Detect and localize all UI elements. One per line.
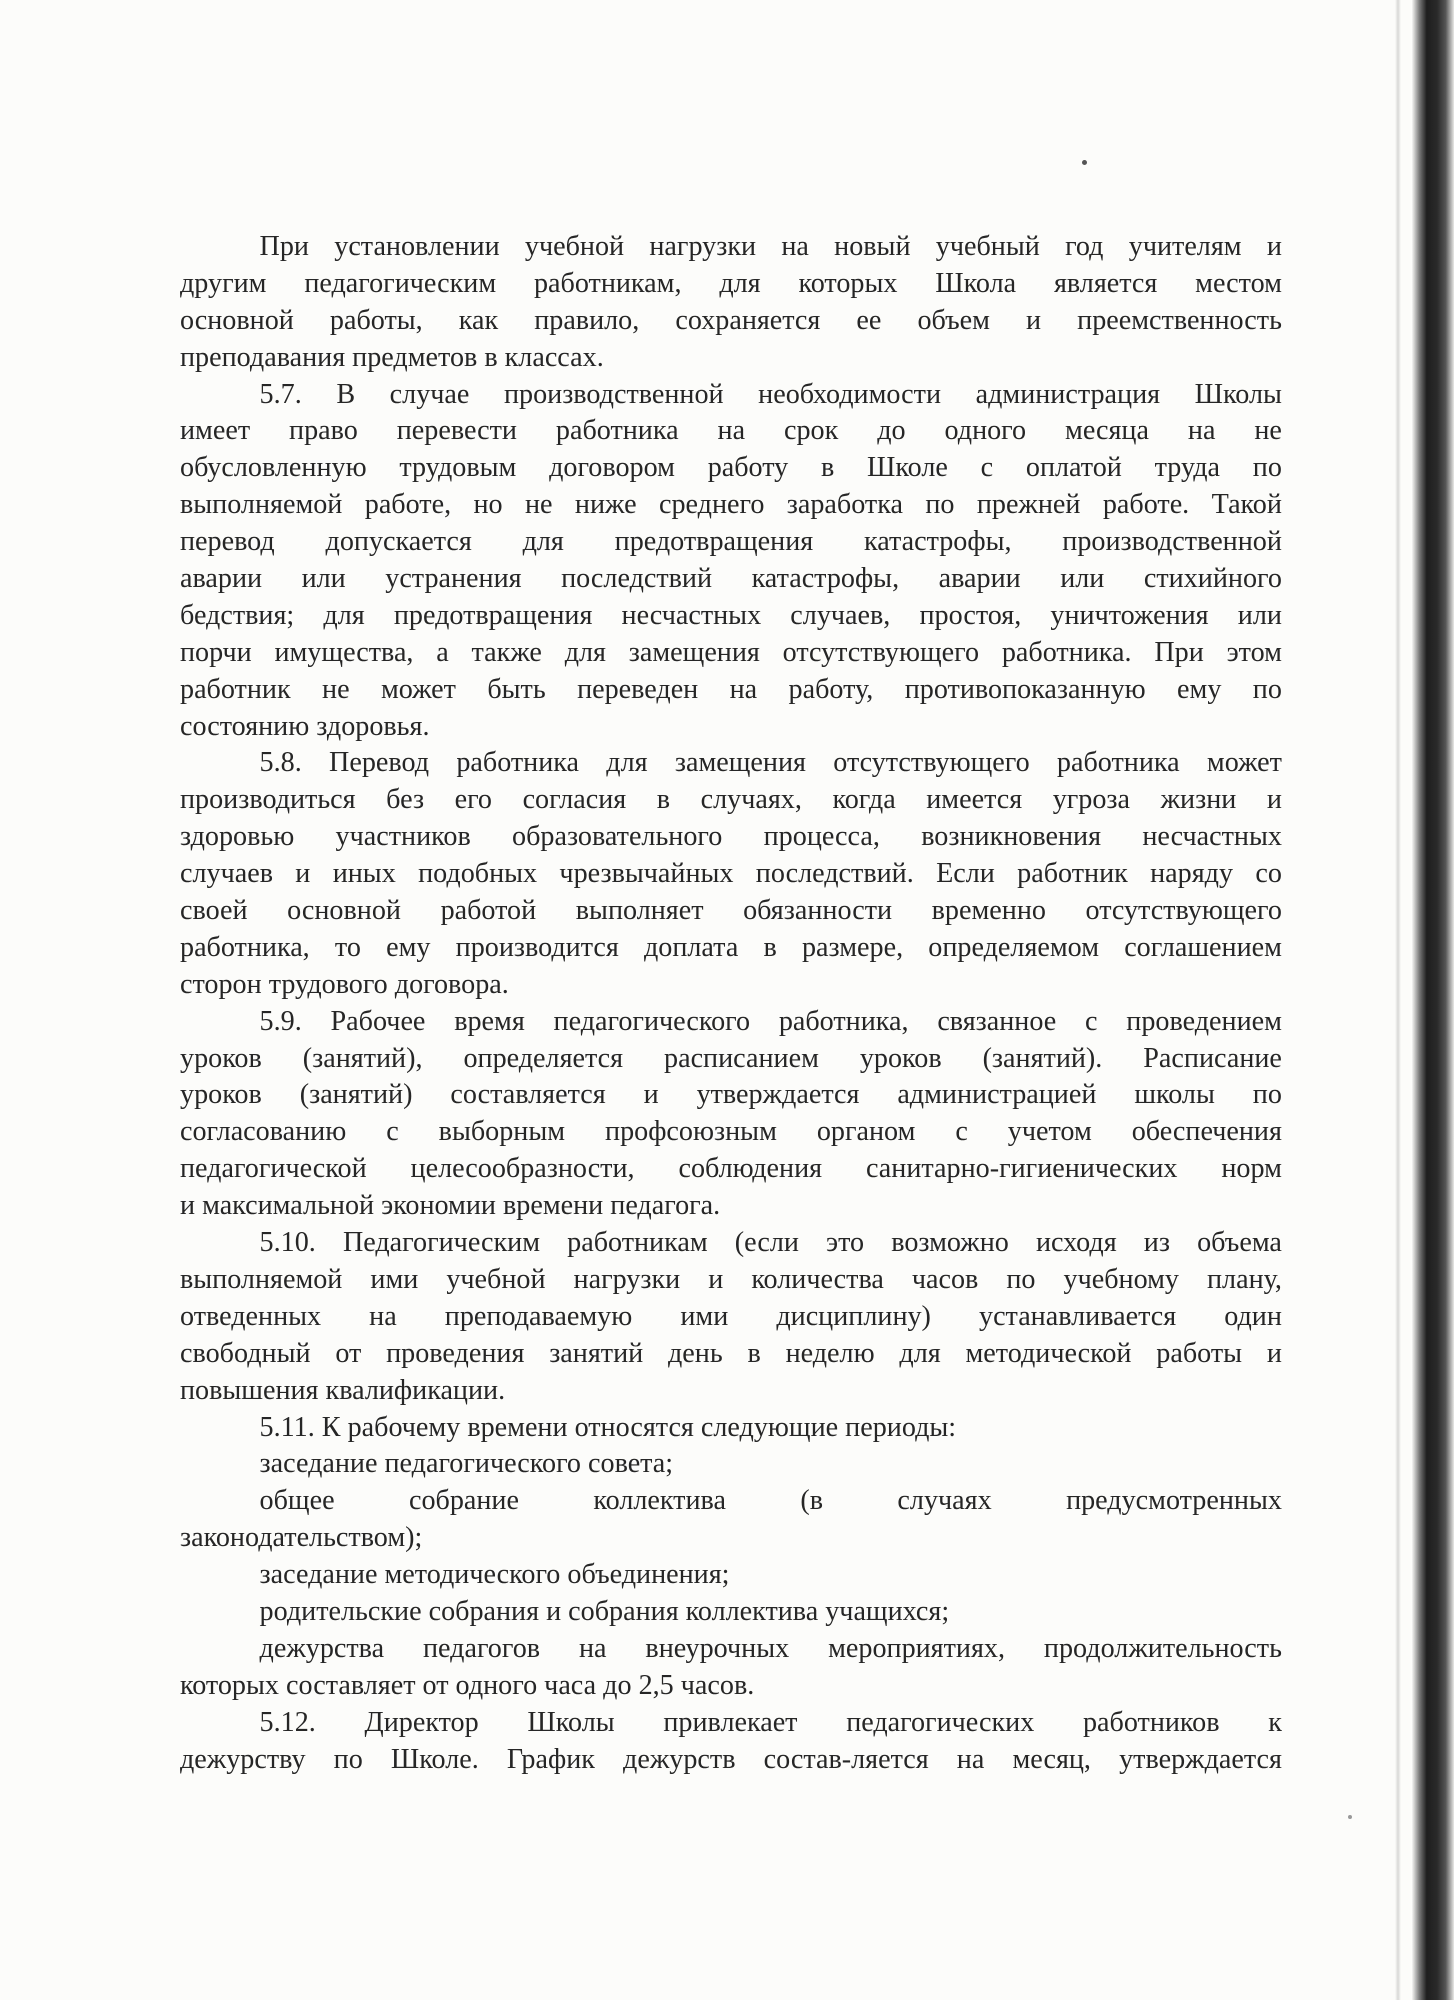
paragraph: [180, 1556, 1316, 1593]
text-line: заседание педагогического совета;: [259, 1447, 674, 1480]
text-line: согласованию с выборным профсоюзным органом с учетом обеспечения: [180, 1115, 1282, 1148]
text-line: 5.11. К рабочему времени относятся следующие периоды:: [259, 1410, 957, 1443]
text-line: родительские собрания и собрания коллектива учащихся;: [259, 1594, 950, 1627]
paragraph: [180, 228, 1316, 376]
paragraph: [180, 1003, 1316, 1224]
text-line: заседание методического объединения;: [259, 1558, 730, 1591]
text-line: законодательством);: [180, 1521, 423, 1554]
text-line: сторон трудового договора.: [180, 967, 509, 1000]
text-line: обусловленную трудовым договором работу в Школе с оплатой труда по: [180, 451, 1282, 484]
text-line: состоянию здоровья.: [180, 709, 430, 742]
text-line: производиться без его согласия в случаях, когда имеется угроза жизни и: [180, 783, 1282, 816]
text-line: работника, то ему производится доплата в размере, определяемом соглашением: [180, 930, 1282, 963]
paragraph: [180, 376, 1316, 745]
paragraph: [180, 1482, 1316, 1556]
text-line: 5.10. Педагогическим работникам (если это возможно исходя из объема: [259, 1226, 1282, 1259]
text-line: 5.7. В случае производственной необходимости администрация Школы: [259, 377, 1282, 410]
text-line: уроков (занятий) составляется и утверждается администрацией школы по: [180, 1078, 1282, 1111]
text-line: 5.9. Рабочее время педагогического работника, связанное с проведением: [259, 1004, 1282, 1037]
paragraph: [180, 1704, 1316, 1778]
text-line: аварии или устранения последствий катастрофы, аварии или стихийного: [180, 562, 1282, 595]
text-line: общее собрание коллектива (в случаях предусмотренных: [259, 1484, 1282, 1517]
text-line: основной работы, как правило, сохраняется ее объем и преемственность: [180, 303, 1282, 336]
text-line: 5.12. Директор Школы привлекает педагогических работников к: [259, 1705, 1282, 1738]
paragraph: [180, 1630, 1316, 1704]
text-line: свободный от проведения занятий день в неделю для методической работы и: [180, 1336, 1282, 1369]
text-line: здоровью участников образовательного процесса, возникновения несчастных: [180, 820, 1282, 853]
text-line: перевод допускается для предотвращения катастрофы, производственной: [180, 525, 1282, 558]
text-line: повышения квалификации.: [180, 1373, 506, 1406]
text-line: уроков (занятий), определяется расписанием уроков (занятий). Расписание: [180, 1041, 1282, 1074]
text-line: случаев и иных подобных чрезвычайных последствий. Если работник наряду со: [180, 857, 1282, 890]
text-line: дежурства педагогов на внеурочных мероприятиях, продолжительность: [259, 1631, 1282, 1664]
text-line: работник не может быть переведен на работу, противопоказанную ему по: [180, 672, 1282, 705]
text-line: отведенных на преподаваемую ими дисциплину) устанавливается один: [180, 1299, 1282, 1332]
text-line: 5.8. Перевод работника для замещения отсутствующего работника может: [259, 746, 1282, 779]
text-line: бедствия; для предотвращения несчастных случаев, простоя, уничтожения или: [180, 598, 1282, 631]
text-line: порчи имущества, а также для замещения отсутствующего работника. При этом: [180, 635, 1282, 668]
paragraph: [180, 1224, 1316, 1408]
text-line: имеет право перевести работника на срок до одного месяца на не: [180, 414, 1282, 447]
text-line: другим педагогическим работникам, для которых Школа является местом: [180, 266, 1282, 299]
paragraph: [180, 1409, 1316, 1446]
text-line: педагогической целесообразности, соблюдения санитарно-гигиенических норм: [180, 1152, 1282, 1185]
scan-speck: [1348, 1815, 1352, 1819]
text-line: дежурству по Школе. График дежурств состав-ляется на месяц, утверждается: [180, 1742, 1282, 1775]
paragraph: [180, 1445, 1316, 1482]
document-body: [180, 228, 1316, 1777]
text-line: выполняемой работе, но не ниже среднего заработка по прежней работе. Такой: [180, 488, 1282, 521]
text-line: и максимальной экономии времени педагога.: [180, 1189, 721, 1222]
text-line: своей основной работой выполняет обязанности временно отсутствующего: [180, 894, 1282, 927]
text-line: При установлении учебной нагрузки на новый учебный год учителям и: [259, 230, 1282, 262]
paragraph: [180, 744, 1316, 1002]
text-line: которых составляет от одного часа до 2,5 часов.: [180, 1668, 755, 1701]
scan-edge: [1412, 0, 1454, 2000]
paragraph: [180, 1593, 1316, 1630]
text-line: выполняемой ими учебной нагрузки и количества часов по учебному плану,: [180, 1262, 1282, 1295]
text-line: преподавания предметов в классах.: [180, 340, 604, 373]
scan-shadow: [1395, 0, 1401, 2000]
scan-speck: [1082, 160, 1087, 165]
